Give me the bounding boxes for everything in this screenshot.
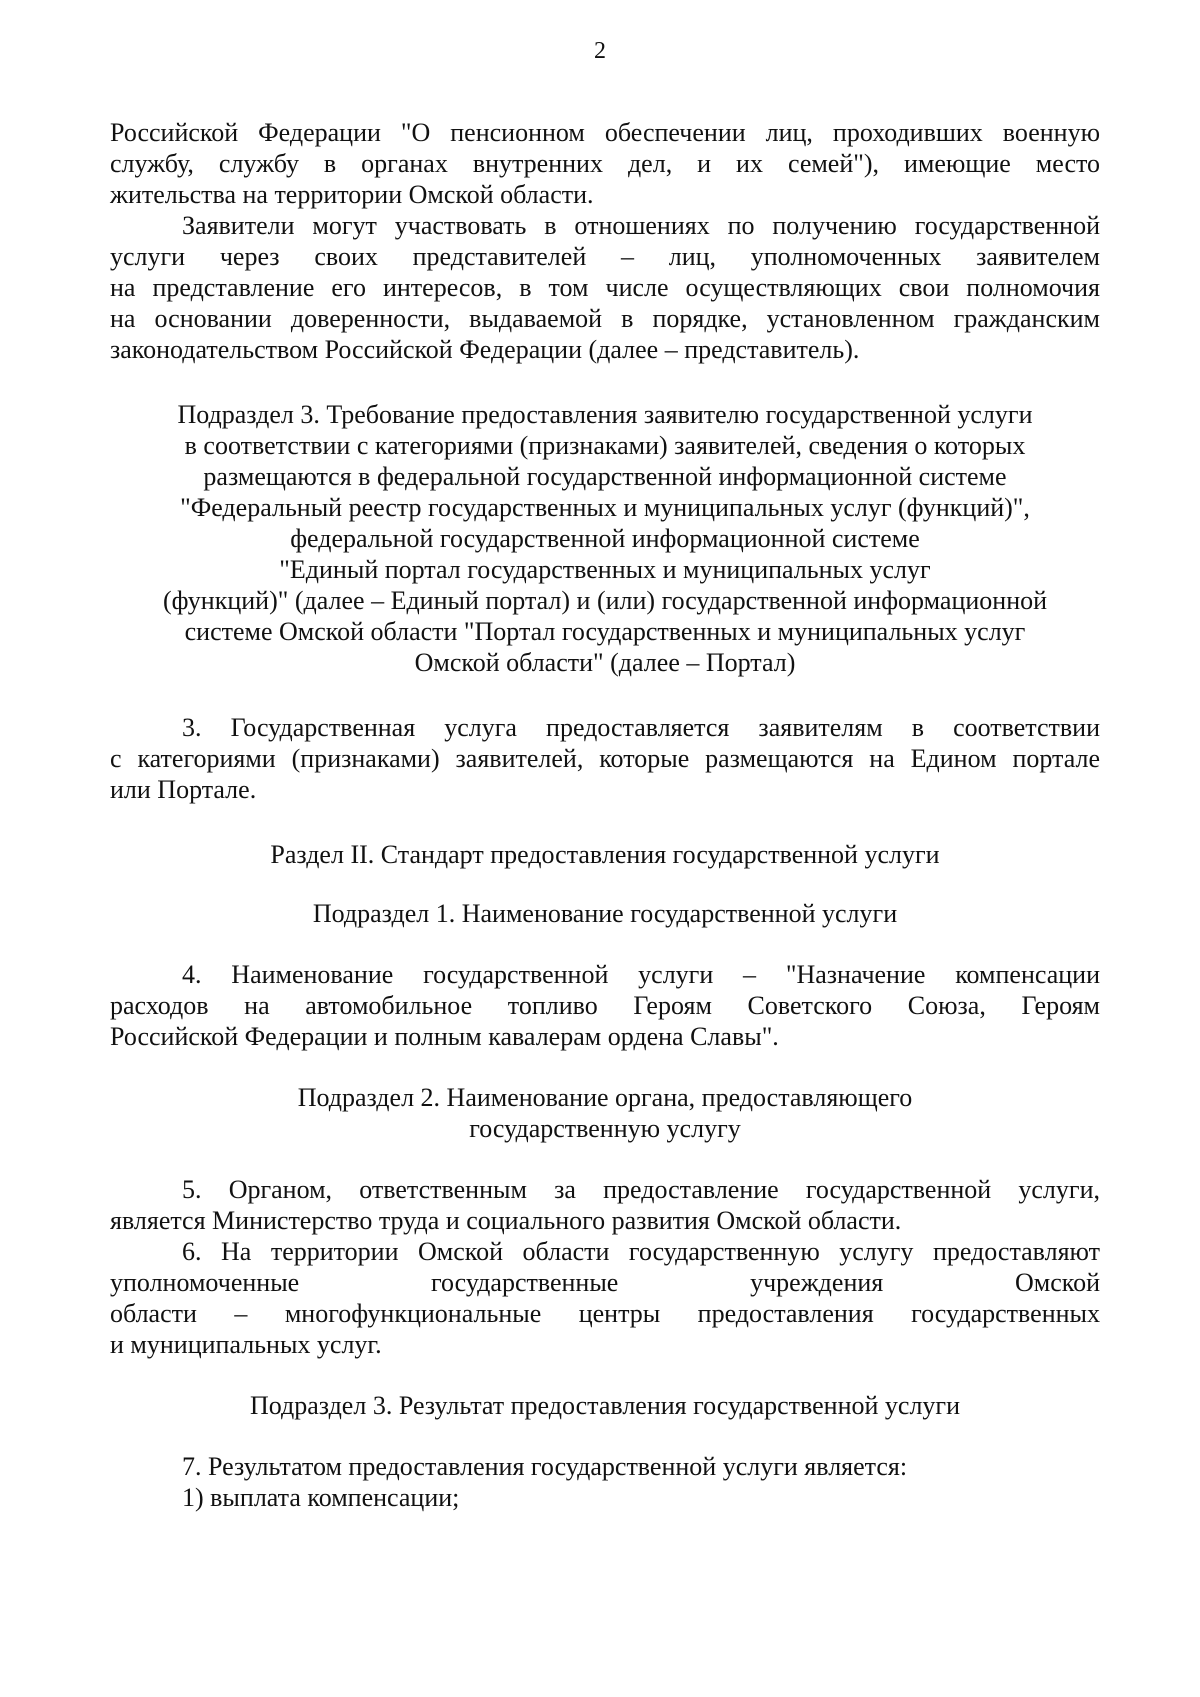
paragraph-6 [110,1236,1100,1360]
heading-line: Подраздел 3. Требование предоставления заявителю государственной услуги [177,400,1033,429]
text-line: 7. Результатом предоставления государственной услуги является: [182,1452,908,1481]
text-line: услуги через своих представителей – лиц, уполномоченных заявителем [110,242,1100,271]
paragraph-3 [110,712,1100,805]
text-line: на представление его интересов, в том числе осуществляющих свои полномочия [110,273,1100,302]
subsection-heading-requirement [110,399,1100,678]
text-line: на основании доверенности, выдаваемой в порядке, установленном гражданским [110,304,1100,333]
subsection-heading-authority [110,1082,1100,1144]
heading-line: (функций)" (далее – Единый портал) и (или) государственной информационной [162,586,1048,615]
text-line: Российской Федерации "О пенсионном обеспечении лиц, проходивших военную [110,118,1100,147]
paragraph-7 [110,1451,1100,1513]
text-line: Заявители могут участвовать в отношениях по получению государственной [182,211,1100,240]
heading-line: "Единый портал государственных и муниципальных услуг [279,555,931,584]
document-body [110,117,1100,1513]
heading-line: "Федеральный реестр государственных и муниципальных услуг (функций)", [180,493,1030,522]
text-line: жительства на территории Омской области. [110,180,594,209]
text-line: 3. Государственная услуга предоставляется заявителям в соответствии [182,713,1100,742]
paragraph-representatives [110,210,1100,365]
text-line: или Портале. [110,775,257,804]
heading-line: государственную услугу [469,1114,741,1143]
page-number: 2 [594,38,606,64]
heading-line: Подраздел 2. Наименование органа, предоставляющего [297,1083,913,1112]
subsection-heading-result: Подраздел 3. Результат предоставления государственной услуги [249,1391,961,1420]
text-line: области – многофункциональные центры предоставления государственных [110,1299,1100,1328]
section-heading: Раздел II. Стандарт предоставления государственной услуги [270,840,940,869]
heading-line: системе Омской области "Портал государственных и муниципальных услуг [184,617,1026,646]
text-line: с категориями (признаками) заявителей, которые размещаются на Едином портале [110,744,1100,773]
text-line: уполномоченные государственные учреждения Омской [110,1268,1100,1297]
heading-line: Омской области" (далее – Портал) [414,648,796,677]
paragraph-4 [110,959,1100,1052]
heading-line: размещаются в федеральной государственной информационной системе [203,462,1007,491]
text-line: 6. На территории Омской области государственную услугу предоставляют [182,1237,1100,1266]
text-line: Российской Федерации и полным кавалерам ордена Славы". [110,1022,779,1051]
heading-line: федеральной государственной информационной системе [290,524,920,553]
paragraph-5 [110,1174,1100,1236]
text-line: службу, службу в органах внутренних дел, и их семей"), имеющие место [110,149,1100,178]
heading-line: в соответствии с категориями (признаками) заявителей, сведения о которых [184,431,1026,460]
text-line: расходов на автомобильное топливо Героям Советского Союза, Героям [110,991,1100,1020]
list-item: 1) выплата компенсации; [182,1483,460,1512]
text-line: и муниципальных услуг. [110,1330,382,1359]
text-line: 5. Органом, ответственным за предоставление государственной услуги, [182,1175,1100,1204]
text-line: 4. Наименование государственной услуги – "Назначение компенсации [182,960,1100,989]
text-line: законодательством Российской Федерации (далее – представитель). [110,335,860,364]
subsection-heading-name: Подраздел 1. Наименование государственной услуги [312,899,898,928]
text-line: является Министерство труда и социального развития Омской области. [110,1206,902,1235]
paragraph-continuation [110,117,1100,210]
